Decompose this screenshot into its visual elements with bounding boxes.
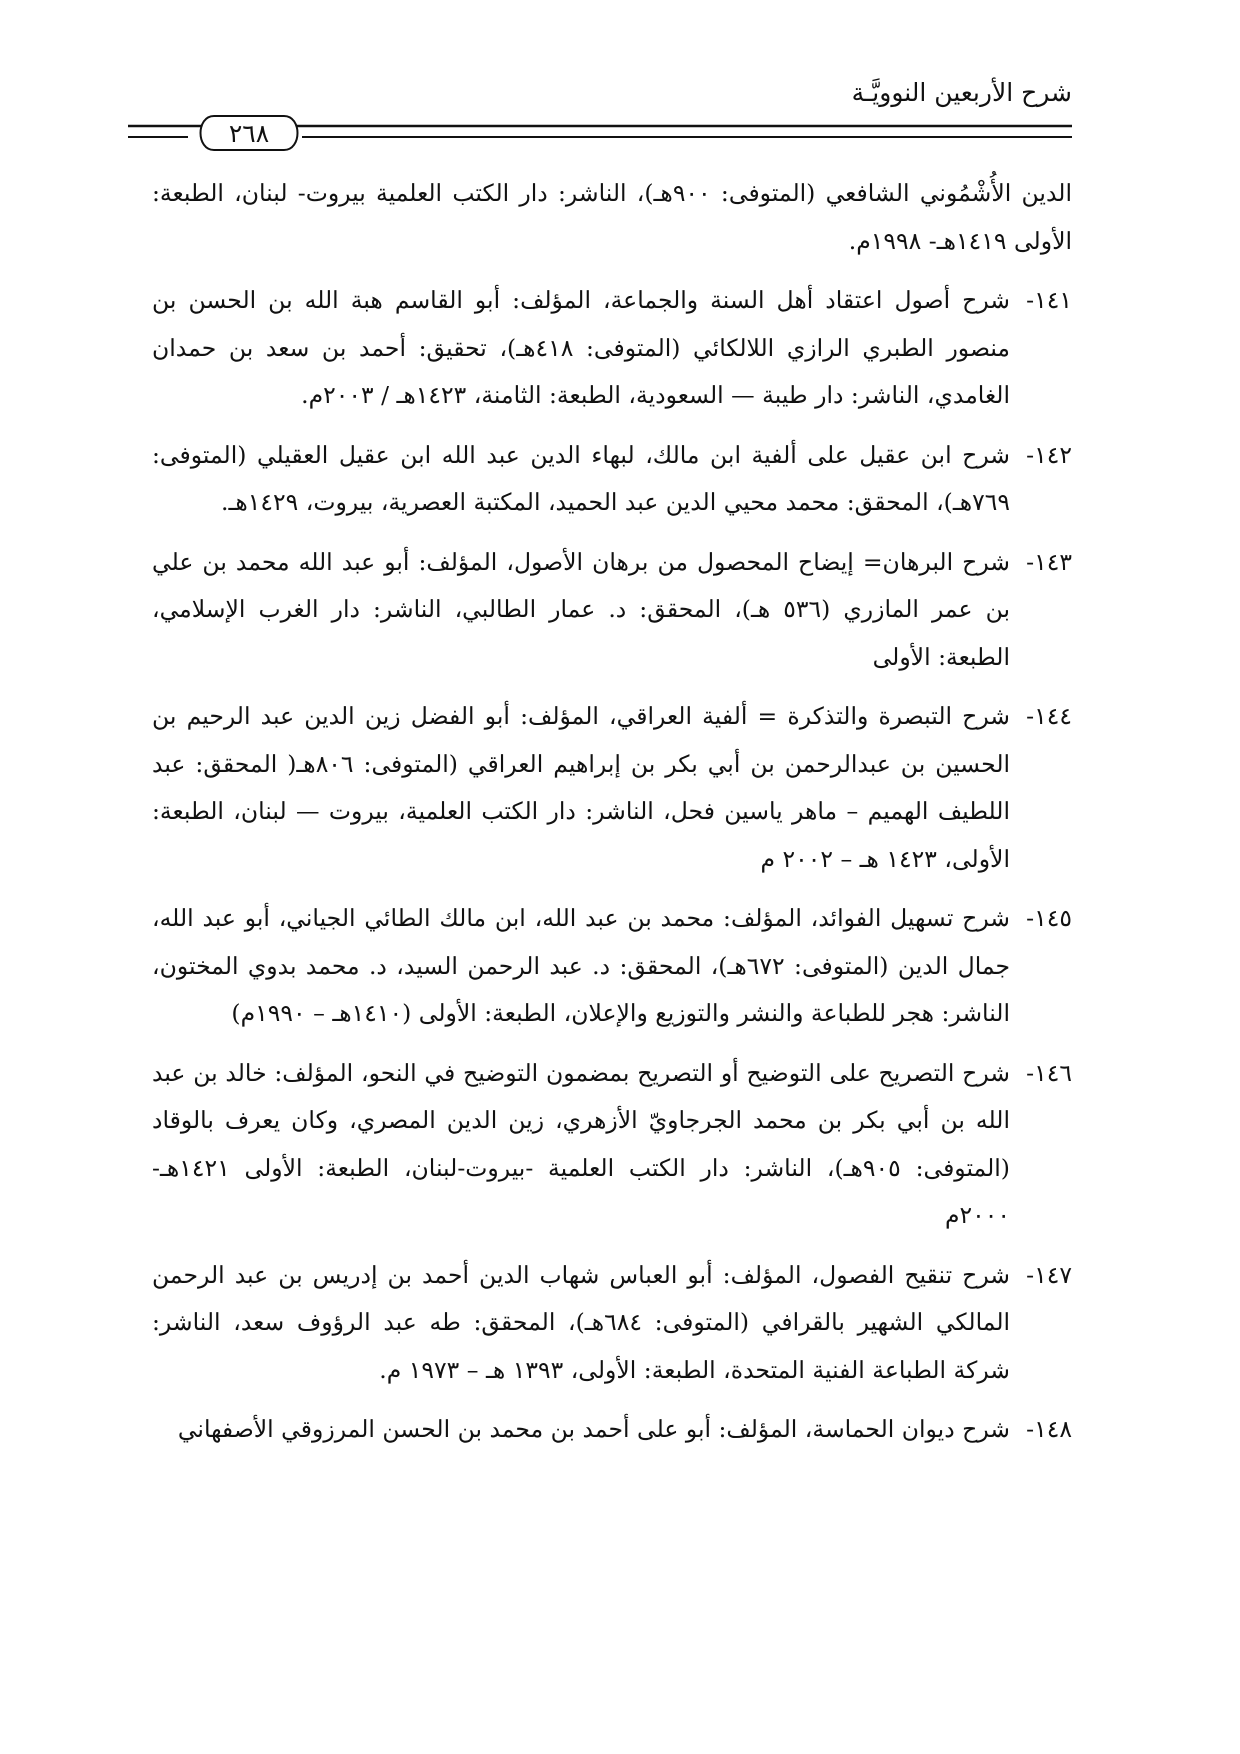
running-header-title: شرح الأربعين النوويَّـة <box>851 78 1072 107</box>
bibliography-entry <box>152 693 1072 883</box>
entry-text: شرح تسهيل الفوائد، المؤلف: محمد بن عبد الله، ابن مالك الطائي الجياني، أبو عبد الله، جمال الدين (المتوفى: ٦٧٢هـ)، المحقق: د. عبد الرحمن السيد، د. محمد بدوي المختون، الناشر: هجر للطباعة والنشر والتوزيع والإعلان، الطبعة: الأولى (١٤١٠هـ – ١٩٩٠م) <box>152 904 1010 1027</box>
bibliography-entry <box>152 1252 1072 1395</box>
bibliography-entry <box>152 277 1072 420</box>
entry-text: شرح ديوان الحماسة، المؤلف: أبو على أحمد بن محمد بن الحسن المرزوقي الأصفهاني <box>177 1415 1010 1443</box>
entry-number: ١٤٦- <box>1026 1058 1072 1087</box>
bibliography-entry <box>152 1406 1072 1454</box>
bibliography-entry <box>152 895 1072 1038</box>
header-rule-frame <box>0 0 1240 160</box>
entry-text: شرح التصريح على التوضيح أو التصريح بمضمون التوضيح في النحو، المؤلف: خالد بن عبد الله بن أبي بكر بن محمد الجرجاويّ الأزهري، زين الدين المصري، وكان يعرف بالوقاد (المتوفى: ٩٠٥هـ)، الناشر: دار الكتب العلمية -بيروت-لبنان، الطبعة: الأولى ١٤٢١هـ- ٢٠٠٠م <box>152 1058 1010 1229</box>
entry-number: ١٤٧- <box>1026 1260 1072 1289</box>
entry-number: ١٤٣- <box>1026 547 1072 576</box>
entry-text: شرح ابن عقيل على ألفية ابن مالك، لبهاء الدين عبد الله ابن عقيل العقيلي (المتوفى: ٧٦٩هـ)، المحقق: محمد محيي الدين عبد الحميد، المكتبة العصرية، بيروت، ١٤٢٩هـ. <box>152 440 1010 516</box>
entry-text: شرح البرهان= إيضاح المحصول من برهان الأصول، المؤلف: أبو عبد الله محمد بن علي بن عمر المازري (٥٣٦ هـ)، المحقق: د. عمار الطالبي، الناشر: دار الغرب الإسلامي، الطبعة: الأولى <box>152 547 1010 671</box>
bibliography-entry <box>152 1050 1072 1240</box>
entry-text: شرح التبصرة والتذكرة = ألفية العراقي، المؤلف: أبو الفضل زين الدين عبد الرحيم بن الحسين بن عبدالرحمن بن أبي بكر بن إبراهيم العراقي (المتوفى: ٨٠٦هـ( المحقق: عبد اللطيف الهميم – ماهر ياسين فحل، الناشر: دار الكتب العلمية، بيروت — لبنان، الطبعة: الأولى، ١٤٢٣ هـ – ٢٠٠٢ م <box>152 702 1011 873</box>
entry-number: ١٤٢- <box>1026 440 1072 469</box>
entry-number: ١٤٥- <box>1026 904 1072 932</box>
page-number: ٢٦٨ <box>228 119 270 148</box>
entry-number: ١٤٤- <box>1026 702 1072 730</box>
entry-number: ١٤٨- <box>1026 1415 1072 1443</box>
continued-entry-text: الدين الأُشْمُوني الشافعي (المتوفى: ٩٠٠هـ)، الناشر: دار الكتب العلمية بيروت- لبنان، الطبعة: الأولى ١٤١٩هـ- ١٩٩٨م. <box>152 179 1072 255</box>
bibliography-entry <box>152 432 1072 527</box>
entry-number: ١٤١- <box>1026 286 1072 314</box>
bibliography-entry <box>152 539 1072 682</box>
entry-text: شرح تنقيح الفصول، المؤلف: أبو العباس شهاب الدين أحمد بن إدريس بن عبد الرحمن المالكي الشهير بالقرافي (المتوفى: ٦٨٤هـ)، المحقق: طه عبد الرؤوف سعد، الناشر: شركة الطباعة الفنية المتحدة، الطبعة: الأولى، ١٣٩٣ هـ – ١٩٧٣ م. <box>152 1260 1011 1384</box>
bibliography-list <box>152 170 1072 1466</box>
entry-text: شرح أصول اعتقاد أهل السنة والجماعة، المؤلف: أبو القاسم هبة الله بن الحسن بن منصور الطبري الرازي اللالكائي (المتوفى: ٤١٨هـ)، تحقيق: أحمد بن سعد بن حمدان الغامدي، الناشر: دار طيبة — السعودية، الطبعة: الثامنة، ١٤٢٣هـ / ٢٠٠٣م. <box>152 286 1010 409</box>
